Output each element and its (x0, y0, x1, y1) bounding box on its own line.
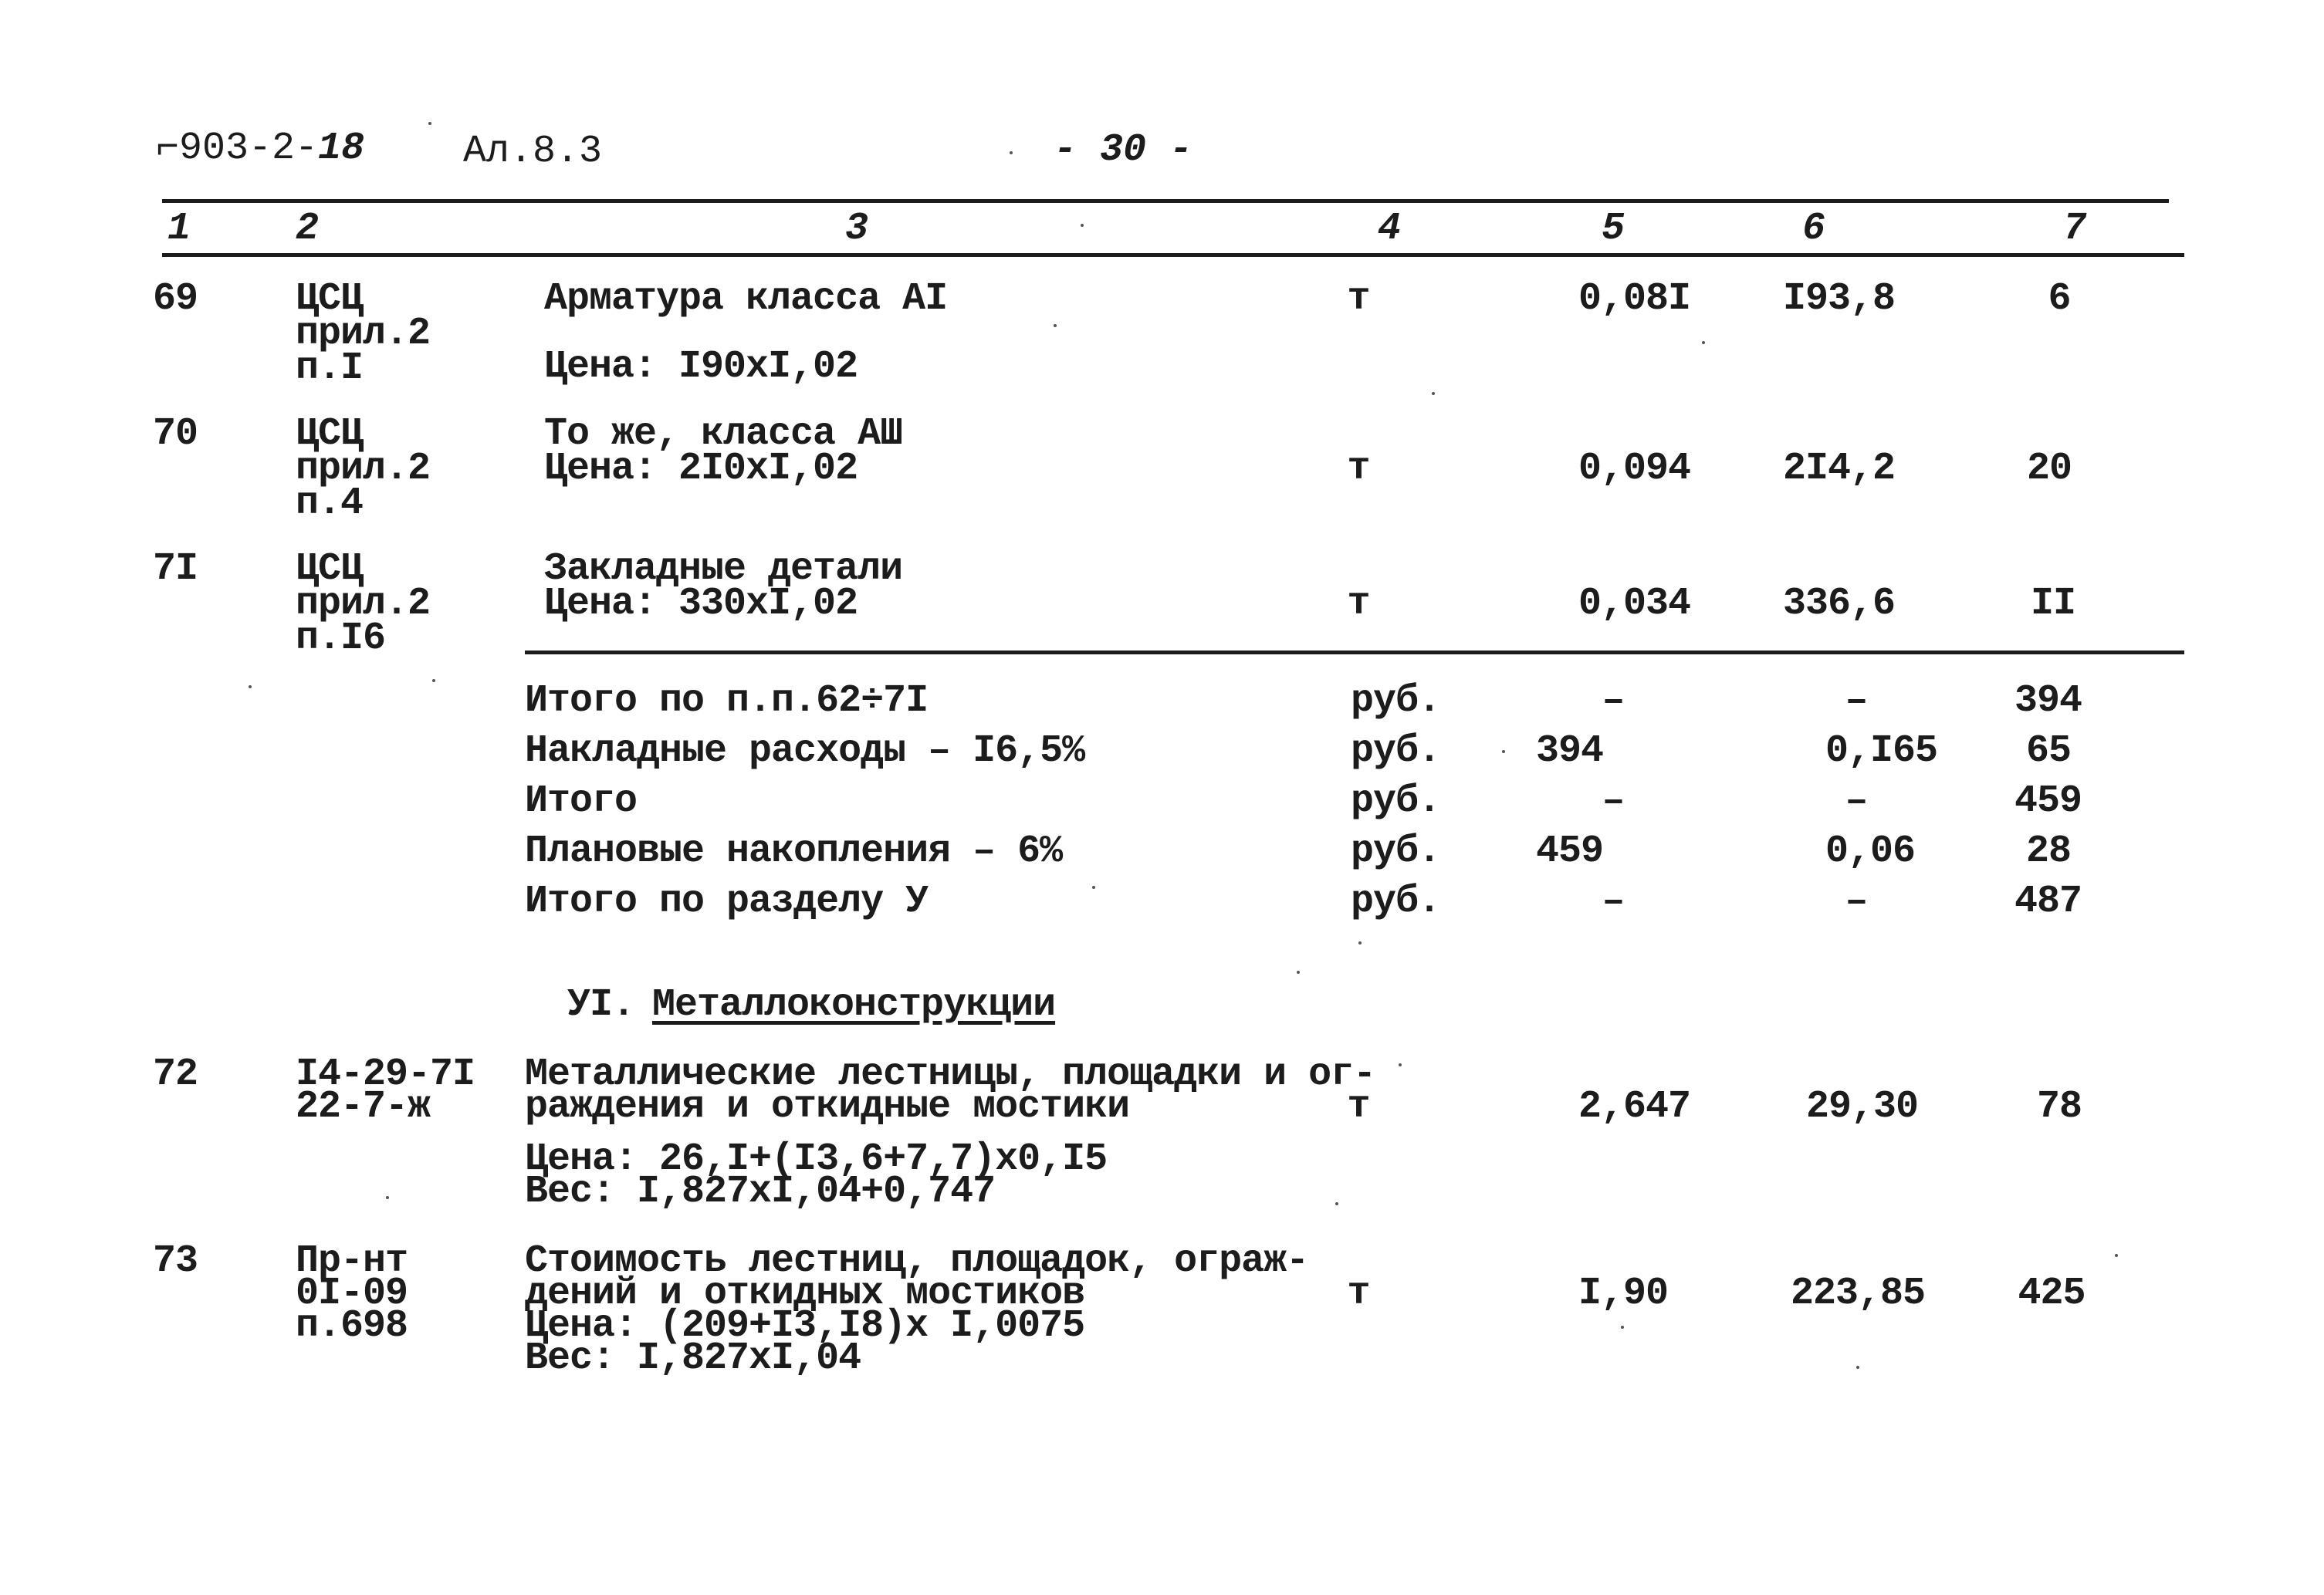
section-number: УI. (567, 983, 635, 1027)
unit-cost: 29,30 (1806, 1085, 1919, 1129)
unit-cost: 2I4,2 (1783, 447, 1896, 491)
totals-label: Итого по разделу У (525, 880, 929, 924)
scan-speck (1010, 151, 1013, 154)
scan-speck (1702, 341, 1705, 344)
row-number: 69 (153, 277, 198, 321)
totals-base: – (1602, 880, 1625, 924)
column-number: 7 (2062, 207, 2087, 251)
totals-base: – (1602, 779, 1625, 823)
doc-code-prefix: 903-2- (179, 127, 319, 171)
scan-speck (428, 122, 431, 125)
basis-line: I4-29-7I (296, 1053, 475, 1097)
item-weight: Вес: I,827xI,04+0,747 (525, 1170, 996, 1214)
basis-line: ЦСЦ (296, 547, 364, 591)
item-name: Металлические лестницы, площадки и ог- (525, 1053, 1376, 1097)
quantity: I,90 (1578, 1272, 1669, 1316)
totals-value: 487 (2014, 880, 2082, 924)
quantity: 0,08I (1578, 277, 1691, 321)
doc-code: ⌐903-2-18 (156, 127, 365, 171)
scan-speck (2115, 1254, 2118, 1257)
totals-rate: – (1845, 880, 1868, 924)
item-name: раждения и откидные мостики (525, 1085, 1130, 1129)
scan-speck (249, 685, 252, 688)
row-number: 70 (153, 412, 198, 456)
totals-base: 394 (1536, 729, 1604, 773)
scan-speck (1092, 886, 1095, 889)
scan-speck (1502, 750, 1505, 753)
totals-label: Итого (525, 779, 638, 823)
scan-speck (1081, 224, 1084, 227)
unit: т (1347, 447, 1370, 491)
totals-base: 459 (1536, 830, 1604, 874)
scan-speck (1399, 1063, 1402, 1066)
basis-line: п.I6 (296, 617, 386, 661)
basis-line: 22-7-ж (296, 1085, 431, 1129)
row-number: 7I (153, 547, 198, 591)
unit: т (1347, 582, 1370, 626)
header-rule-top (162, 199, 2169, 203)
basis-line: п.4 (296, 482, 364, 525)
totals-unit: руб. (1351, 679, 1441, 723)
column-number: 5 (1601, 207, 1625, 251)
total-cost: 78 (2036, 1085, 2082, 1129)
totals-unit: руб. (1351, 830, 1441, 874)
unit-cost: 336,6 (1783, 582, 1896, 626)
row-number: 73 (153, 1239, 198, 1283)
totals-rate: – (1845, 779, 1868, 823)
scan-speck (1335, 1202, 1338, 1205)
total-cost: II (2030, 582, 2076, 626)
totals-unit: руб. (1351, 729, 1441, 773)
scan-speck (1432, 392, 1435, 395)
scan-speck (386, 1196, 389, 1199)
item-name: То же, класса АШ (544, 412, 903, 456)
item-name: Стоимость лестниц, площадок, ограж- (525, 1239, 1309, 1283)
basis-line: ЦСЦ (296, 277, 364, 321)
totals-unit: руб. (1351, 880, 1441, 924)
unit: т (1347, 1085, 1370, 1129)
item-name: Закладные детали (544, 547, 903, 591)
column-number: 3 (844, 207, 869, 251)
album-code: Ал.8.3 (463, 130, 603, 174)
scan-speck (432, 679, 435, 682)
scan-speck (1621, 1326, 1624, 1329)
scan-speck (1297, 971, 1300, 974)
unit: т (1347, 277, 1370, 321)
totals-label: Накладные расходы – I6,5% (525, 729, 1085, 773)
basis-line: 0I-09 (296, 1272, 408, 1316)
item-price: Цена: 26,I+(I3,6+7,7)x0,I5 (525, 1137, 1108, 1181)
column-number: 4 (1377, 207, 1402, 251)
totals-value: 28 (2026, 830, 2072, 874)
item-name: дений и откидных мостиков (525, 1272, 1085, 1316)
item-price: Цена: (209+I3,I8)x I,0075 (525, 1304, 1085, 1348)
column-number: 1 (167, 207, 191, 251)
row-number: 72 (153, 1053, 198, 1097)
item-weight: Вес: I,827xI,04 (525, 1336, 861, 1380)
unit-cost: I93,8 (1783, 277, 1896, 321)
quantity: 0,094 (1578, 447, 1691, 491)
quantity: 2,647 (1578, 1085, 1691, 1129)
basis-line: прил.2 (296, 582, 431, 626)
basis-line: ЦСЦ (296, 412, 364, 456)
basis-line: прил.2 (296, 447, 431, 491)
totals-unit: руб. (1351, 779, 1441, 823)
totals-rate: 0,I65 (1825, 729, 1938, 773)
totals-label: Плановые накопления – 6% (525, 830, 1063, 874)
item-price: Цена: I90xI,02 (544, 345, 858, 389)
subtotal-rule (525, 651, 2184, 654)
item-name: Арматура класса AI (544, 277, 948, 321)
totals-rate: 0,06 (1825, 830, 1916, 874)
basis-line: прил.2 (296, 312, 431, 356)
section-title: Металлоконструкции (652, 983, 1056, 1027)
unit-cost: 223,85 (1791, 1272, 1926, 1316)
basis-line: п.698 (296, 1304, 408, 1348)
totals-value: 394 (2014, 679, 2082, 723)
totals-rate: – (1845, 679, 1868, 723)
total-cost: 6 (2048, 277, 2071, 321)
quantity: 0,034 (1578, 582, 1691, 626)
totals-value: 65 (2026, 729, 2072, 773)
unit: т (1347, 1272, 1370, 1316)
item-price: Цена: 330xI,02 (544, 582, 858, 626)
column-number: 6 (1801, 207, 1826, 251)
total-cost: 425 (2018, 1272, 2086, 1316)
scan-speck (1856, 1366, 1859, 1369)
scan-speck (1358, 941, 1362, 944)
scan-speck (1054, 324, 1057, 327)
column-number: 2 (295, 207, 320, 251)
basis-line: п.I (296, 346, 364, 390)
item-price: Цена: 2I0xI,02 (544, 447, 858, 491)
totals-base: – (1602, 679, 1625, 723)
total-cost: 20 (2026, 447, 2072, 491)
header-rule-bottom (162, 253, 2184, 257)
basis-line: Пр-нт (296, 1239, 408, 1283)
totals-label: Итого по п.п.62÷7I (525, 679, 929, 723)
page-number: - 30 - (1054, 128, 1193, 172)
totals-value: 459 (2014, 779, 2082, 823)
doc-code-suffix: 18 (318, 127, 365, 171)
